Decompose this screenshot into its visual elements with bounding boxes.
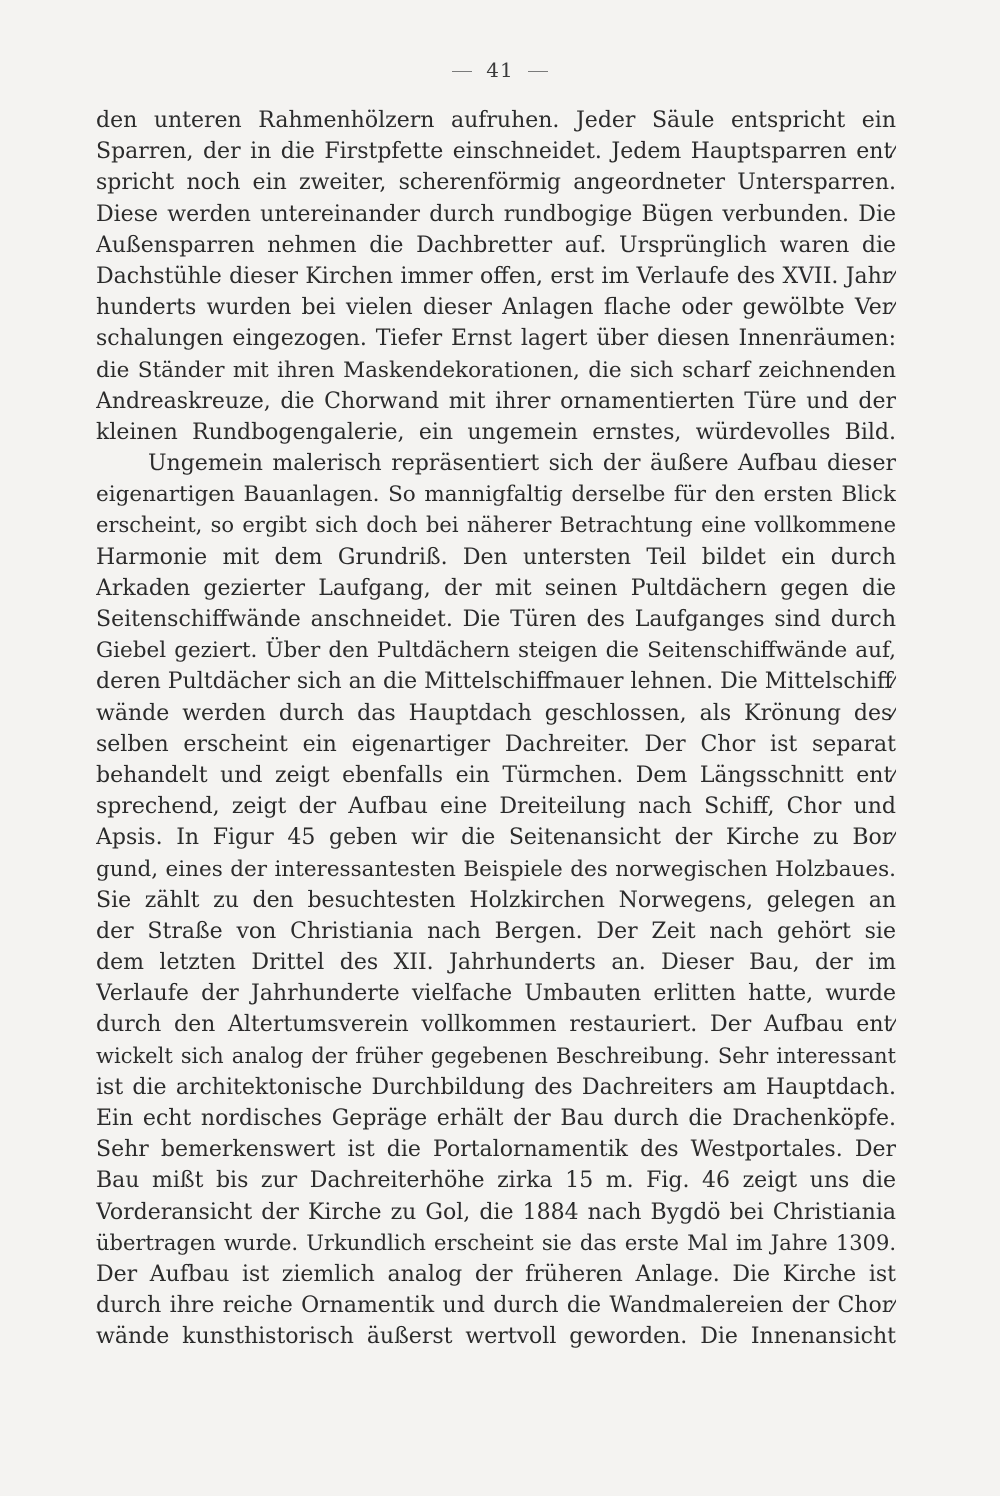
text-line: Ein echt nordisches Gepräge erhält der Bau durch die Drachenköpfe. [96, 1106, 896, 1131]
text-line: spricht noch ein zweiter, scherenförmig angeordneter Untersparren. [96, 170, 896, 196]
text-line: Diese werden untereinander durch rundbogige Bügen verbunden. Die [96, 201, 896, 227]
text-line: Außensparren nehmen die Dachbretter auf. Ursprünglich waren die [96, 232, 896, 258]
text-line: hunderts wurden bei vielen dieser Anlagen flache oder gewölbte Ver⁄ [96, 295, 896, 321]
text-line: Sparren, der in die Firstpfette einschneidet. Jedem Hauptsparren ent⁄ [96, 139, 896, 165]
text-line: durch den Altertumsverein vollkommen restauriert. Der Aufbau ent⁄ [96, 1012, 896, 1038]
text-line: selben erscheint ein eigenartiger Dachreiter. Der Chor ist separat [96, 731, 896, 757]
page-header [0, 58, 1000, 82]
text-line: deren Pultdächer sich an die Mittelschiffmauer lehnen. Die Mittelschiff⁄ [96, 669, 896, 695]
text-line: dem letzten Drittel des XII. Jahrhunderts an. Dieser Bau, der im [96, 950, 896, 976]
text-line: ist die architektonische Durchbildung des Dachreiters am Hauptdach. [96, 1074, 896, 1100]
text-line: den unteren Rahmenhölzern aufruhen. Jeder Säule entspricht ein [96, 108, 896, 133]
text-line: erscheint, so ergibt sich doch bei näherer Betrachtung eine vollkommene [96, 513, 896, 538]
text-line: wände kunsthistorisch äußerst wertvoll geworden. Die Innenansicht [96, 1324, 896, 1350]
text-line: der Straße von Christiania nach Bergen. Der Zeit nach gehört sie [96, 918, 896, 944]
page-number: 41 [486, 58, 514, 82]
text-line: behandelt und zeigt ebenfalls ein Türmchen. Dem Längsschnitt ent⁄ [96, 762, 896, 788]
text-line: eigenartigen Bauanlagen. So mannigfaltig derselbe für den ersten Blick [96, 482, 896, 508]
text-line: schalungen eingezogen. Tiefer Ernst lagert über diesen Innenräumen: [96, 326, 896, 352]
body-text [96, 105, 896, 1353]
text-line: Giebel geziert. Über den Pultdächern steigen die Seitenschiffwände auf, [96, 638, 896, 664]
text-line: Dachstühle dieser Kirchen immer offen, erst im Verlaufe des XVII. Jahr⁄ [96, 263, 896, 289]
text-line: Seitenschiffwände anschneidet. Die Türen des Laufganges sind durch [96, 607, 896, 632]
text-line: Harmonie mit dem Grundriß. Den untersten Teil bildet ein durch [96, 544, 896, 570]
text-line: sprechend, zeigt der Aufbau eine Dreiteilung nach Schiff, Chor und [96, 794, 896, 820]
text-line: Apsis. In Figur 45 geben wir die Seitenansicht der Kirche zu Bor⁄ [96, 825, 896, 851]
text-line: durch ihre reiche Ornamentik und durch die Wandmalereien der Chor⁄ [96, 1293, 896, 1319]
text-line: die Ständer mit ihren Maskendekorationen, die sich scharf zeichnenden [96, 357, 896, 383]
text-line: gund, eines der interessantesten Beispiele des norwegischen Holzbaues. [96, 856, 896, 882]
text-line: Vorderansicht der Kirche zu Gol, die 1884 nach Bygdö bei Christiania [96, 1199, 896, 1225]
text-line: Der Aufbau ist ziemlich analog der früheren Anlage. Die Kirche ist [96, 1261, 896, 1287]
text-line: Bau mißt bis zur Dachreiterhöhe zirka 15 m. Fig. 46 zeigt uns die [96, 1168, 896, 1194]
text-line: kleinen Rundbogengalerie, ein ungemein ernstes, würdevolles Bild. [96, 419, 896, 445]
text-line: Ungemein malerisch repräsentiert sich der äußere Aufbau dieser [148, 451, 896, 477]
text-line: wickelt sich analog der früher gegebenen Beschreibung. Sehr interessant [96, 1043, 896, 1068]
header-dash-left [452, 71, 472, 72]
text-line: übertragen wurde. Urkundlich erscheint sie das erste Mal im Jahre 1309. [96, 1230, 896, 1255]
header-dash-right [528, 71, 548, 72]
text-line: wände werden durch das Hauptdach geschlossen, als Krönung des⁄ [96, 700, 896, 726]
text-line: Sie zählt zu den besuchtesten Holzkirchen Norwegens, gelegen an [96, 887, 896, 913]
text-line: Andreaskreuze, die Chorwand mit ihrer ornamentierten Türe und der [96, 388, 896, 414]
text-line: Verlaufe der Jahrhunderte vielfache Umbauten erlitten hatte, wurde [96, 981, 896, 1007]
text-line: Sehr bemerkenswert ist die Portalornamentik des Westportales. Der [96, 1137, 896, 1163]
text-line: Arkaden gezierter Laufgang, der mit seinen Pultdächern gegen die [96, 575, 896, 601]
